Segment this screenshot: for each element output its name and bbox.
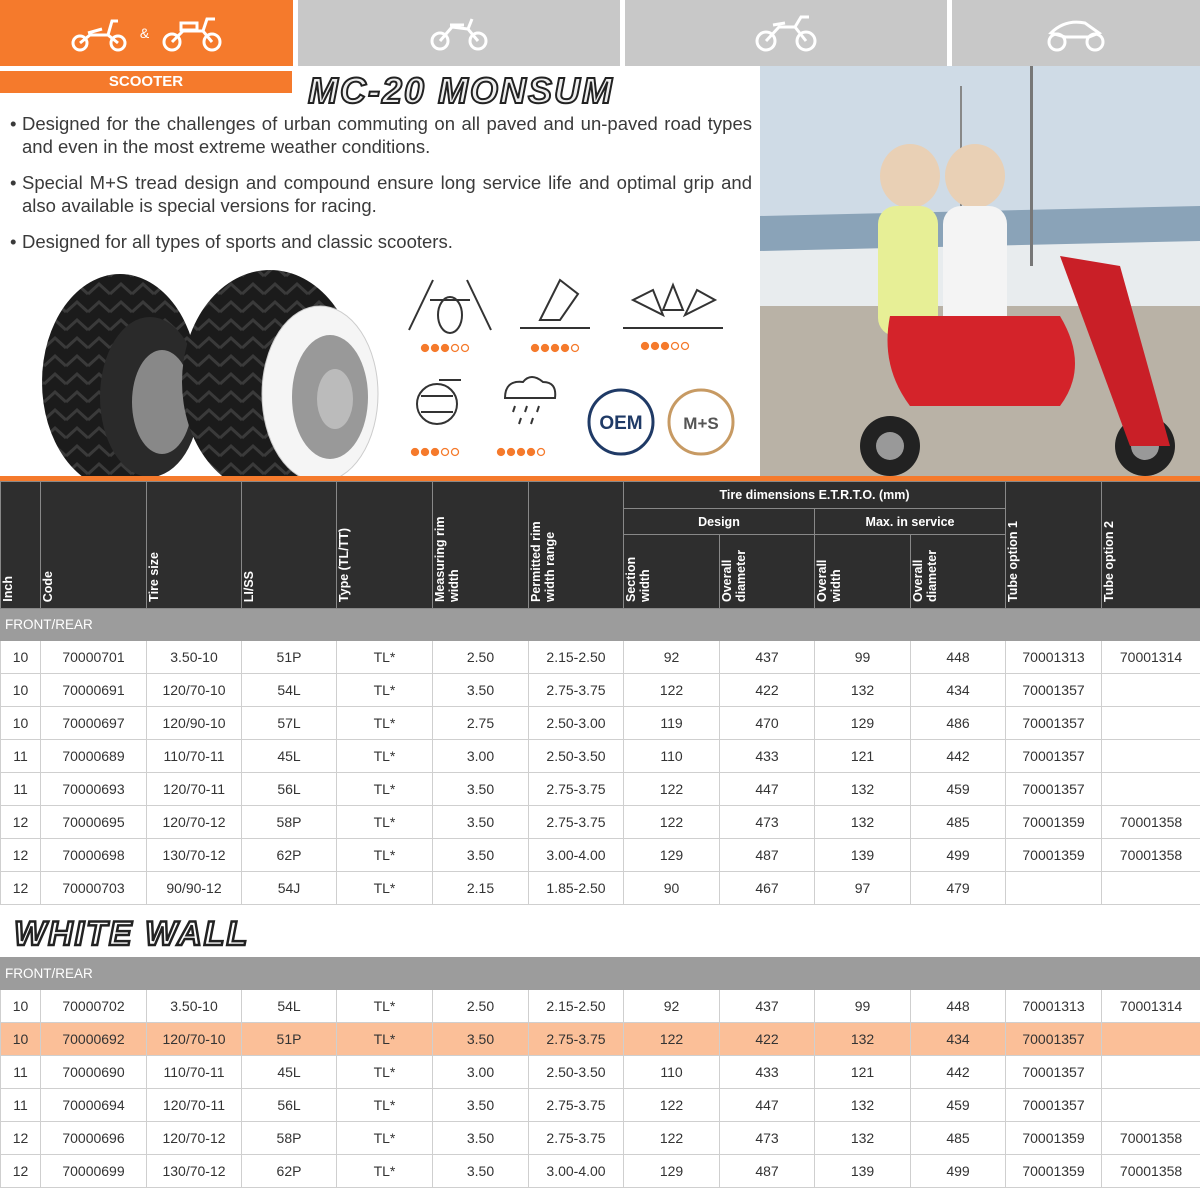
table-cell: 139 (815, 839, 911, 872)
table-cell: 442 (911, 740, 1006, 773)
table-cell: 70001357 (1006, 773, 1102, 806)
table-cell: 422 (720, 674, 815, 707)
col-header-label: Tube option 2 (1102, 520, 1117, 602)
rating-dot (412, 449, 419, 456)
table-cell: TL* (337, 707, 433, 740)
table-cell: 437 (720, 990, 815, 1023)
table-cell: 10 (1, 1023, 41, 1056)
table-cell: 70001358 (1102, 1155, 1200, 1188)
moped-icon (159, 13, 225, 53)
table-cell: 2.50-3.00 (529, 707, 624, 740)
table-cell: 3.50 (433, 773, 529, 806)
rating-dot (672, 343, 679, 350)
table-cell: TL* (337, 839, 433, 872)
feature-text: Special M+S tread design and compound ensure long service life and optimal grip and also available is special versions for racing. (22, 172, 752, 216)
table-cell: 70000702 (41, 990, 147, 1023)
table-cell: TL* (337, 674, 433, 707)
col-header (337, 482, 433, 609)
table-cell: 3.50 (433, 1089, 529, 1122)
rating-dot (432, 345, 439, 352)
rating-dot (528, 449, 535, 456)
table-cell: 3.50 (433, 674, 529, 707)
table-cell: 132 (815, 1023, 911, 1056)
tab-street[interactable] (625, 0, 952, 66)
table-cell: 122 (624, 1089, 720, 1122)
col-header (624, 535, 720, 609)
table-cell: 70001357 (1006, 674, 1102, 707)
rating-dot (542, 345, 549, 352)
col-header-label: Tube option 1 (1006, 520, 1021, 602)
table-cell: 10 (1, 707, 41, 740)
table-cell: 57L (242, 707, 337, 740)
table-cell: 433 (720, 1056, 815, 1089)
col-header-label: Tire size (147, 552, 161, 602)
table-cell: 70000691 (41, 674, 147, 707)
product-logo-text: MC-20 MONSUM (308, 70, 615, 110)
col-header-label: Permitted rim width range (529, 521, 557, 602)
table-cell: 70000699 (41, 1155, 147, 1188)
section-label: FRONT/REAR (1, 609, 1200, 641)
rating-dot (452, 345, 459, 352)
table-cell: 110/70-11 (147, 1056, 242, 1089)
table-cell: 58P (242, 806, 337, 839)
table-cell: TL* (337, 740, 433, 773)
table-cell: TL* (337, 773, 433, 806)
table-cell: 2.50-3.50 (529, 740, 624, 773)
table-cell: 11 (1, 773, 41, 806)
table-row[interactable] (1, 707, 1200, 740)
table-cell: 2.75 (433, 707, 529, 740)
table-cell: 120/70-10 (147, 1023, 242, 1056)
table-cell: 122 (624, 1023, 720, 1056)
table-cell: 486 (911, 707, 1006, 740)
table-row[interactable] (1, 872, 1200, 905)
table-cell: 433 (720, 740, 815, 773)
rating-dot (508, 449, 515, 456)
table-cell: 3.50 (433, 1122, 529, 1155)
table-cell: 485 (911, 1122, 1006, 1155)
white-wall-title (12, 912, 312, 954)
col-header (242, 482, 337, 609)
table-cell: 10 (1, 641, 41, 674)
table-cell: 2.15-2.50 (529, 641, 624, 674)
table-cell: 2.75-3.75 (529, 1122, 624, 1155)
spec-table-white-wall (0, 957, 1200, 1188)
table-cell: 70001314 (1102, 990, 1200, 1023)
table-cell: 3.50-10 (147, 641, 242, 674)
table-cell: 70000689 (41, 740, 147, 773)
table-cell: 3.00-4.00 (529, 1155, 624, 1188)
table-cell: 70001357 (1006, 1056, 1102, 1089)
table-cell: 2.75-3.75 (529, 806, 624, 839)
table-cell: 10 (1, 990, 41, 1023)
table-cell (1102, 872, 1200, 905)
table-cell: 447 (720, 1089, 815, 1122)
table-cell: 54L (242, 674, 337, 707)
table-cell: TL* (337, 872, 433, 905)
col-header (529, 482, 624, 609)
table-row[interactable] (1, 1155, 1200, 1188)
sport-bike-icon (1045, 13, 1107, 53)
table-cell: 3.00-4.00 (529, 839, 624, 872)
table-cell: 10 (1, 674, 41, 707)
table-cell: 132 (815, 674, 911, 707)
table-cell: 12 (1, 872, 41, 905)
table-cell: 3.50 (433, 1155, 529, 1188)
table-cell: 487 (720, 839, 815, 872)
table-cell: 70001359 (1006, 839, 1102, 872)
table-cell: 3.00 (433, 740, 529, 773)
feature-item: • Special M+S tread design and compound ensure long service life and optimal grip and also available is special versions for racing. (10, 172, 752, 216)
table-cell (1102, 674, 1200, 707)
table-cell: 448 (911, 990, 1006, 1023)
table-cell (1102, 1056, 1200, 1089)
street-bike-icon (753, 13, 819, 53)
table-cell: 121 (815, 740, 911, 773)
col-header-label: LI/SS (242, 570, 256, 602)
table-cell (1102, 740, 1200, 773)
oem-badge (589, 390, 653, 454)
table-cell: 422 (720, 1023, 815, 1056)
section-label: FRONT/REAR (1, 958, 1200, 990)
col-header (1102, 482, 1200, 609)
col-header-label: Section width (624, 556, 652, 602)
table-cell: TL* (337, 1023, 433, 1056)
table-row[interactable] (1, 1122, 1200, 1155)
table-cell: 130/70-12 (147, 1155, 242, 1188)
table-body-front-rear (1, 609, 1200, 905)
table-cell: 2.75-3.75 (529, 1023, 624, 1056)
white-wall-title-text: WHITE WALL (14, 915, 250, 953)
table-cell (1102, 707, 1200, 740)
table-row[interactable] (1, 1056, 1200, 1089)
col-header (1006, 482, 1102, 609)
table-cell: 473 (720, 1122, 815, 1155)
table-cell: 70000701 (41, 641, 147, 674)
col-header (815, 535, 911, 609)
table-cell: 12 (1, 839, 41, 872)
table-cell: 45L (242, 740, 337, 773)
feature-text: Designed for all types of sports and classic scooters. (22, 231, 453, 252)
table-cell: 70000703 (41, 872, 147, 905)
table-cell: 120/70-11 (147, 773, 242, 806)
table-cell: 3.50-10 (147, 990, 242, 1023)
table-row[interactable] (1, 839, 1200, 872)
table-cell: 120/90-10 (147, 707, 242, 740)
col-header-label: Overall diameter (720, 549, 748, 602)
col-header (147, 482, 242, 609)
table-cell: 70001358 (1102, 806, 1200, 839)
design-header: Design (624, 509, 815, 535)
table-cell: 139 (815, 1155, 911, 1188)
table-cell: 70000698 (41, 839, 147, 872)
table-cell: 473 (720, 806, 815, 839)
table-cell: 90 (624, 872, 720, 905)
table-cell: TL* (337, 1122, 433, 1155)
ampersand: & (139, 25, 150, 41)
table-cell: 121 (815, 1056, 911, 1089)
table-cell: 11 (1, 740, 41, 773)
table-cell: TL* (337, 1056, 433, 1089)
table-cell: 2.50 (433, 990, 529, 1023)
table-cell: 99 (815, 641, 911, 674)
table-cell: 3.50 (433, 1023, 529, 1056)
table-cell: 120/70-12 (147, 806, 242, 839)
table-cell: TL* (337, 1155, 433, 1188)
tab-sport[interactable] (952, 0, 1200, 66)
product-logo (304, 70, 644, 110)
table-cell: 2.50-3.50 (529, 1056, 624, 1089)
table-cell: TL* (337, 1089, 433, 1122)
table-cell: 70001357 (1006, 707, 1102, 740)
table-cell (1102, 1023, 1200, 1056)
feature-list (10, 112, 752, 266)
rating-dot (432, 449, 439, 456)
table-cell: 120/70-10 (147, 674, 242, 707)
table-cell: 122 (624, 1122, 720, 1155)
rating-dot (682, 343, 689, 350)
rating-dot (422, 345, 429, 352)
table-cell: 3.50 (433, 839, 529, 872)
table-cell: 2.75-3.75 (529, 773, 624, 806)
table-cell: 12 (1, 806, 41, 839)
table-row[interactable] (1, 1089, 1200, 1122)
table-cell: 70001313 (1006, 990, 1102, 1023)
table-row[interactable] (1, 674, 1200, 707)
table-row[interactable] (1, 806, 1200, 839)
stability-icon (623, 285, 723, 328)
table-cell: 132 (815, 806, 911, 839)
table-cell (1006, 872, 1102, 905)
table-cell: TL* (337, 990, 433, 1023)
table-cell: 70001357 (1006, 1089, 1102, 1122)
table-cell: 56L (242, 773, 337, 806)
table-cell: 470 (720, 707, 815, 740)
table-cell: 54L (242, 990, 337, 1023)
table-cell: 437 (720, 641, 815, 674)
col-header (720, 535, 815, 609)
col-header-label: Type (TL/TT) (337, 527, 351, 602)
rating-dot (462, 345, 469, 352)
rating-dot (538, 449, 545, 456)
table-cell: 70001359 (1006, 1155, 1102, 1188)
table-cell: 70000695 (41, 806, 147, 839)
table-cell: 58P (242, 1122, 337, 1155)
category-tabs (0, 0, 1200, 66)
category-label: SCOOTER (0, 71, 292, 93)
table-cell: 122 (624, 806, 720, 839)
table-body-white-wall (1, 958, 1200, 1188)
table-cell: 1.85-2.50 (529, 872, 624, 905)
rating-dot (498, 449, 505, 456)
motocross-bike-icon (428, 13, 490, 53)
table-row[interactable] (1, 1023, 1200, 1056)
oem-badge-text: OEM (599, 413, 643, 434)
spec-table (0, 481, 1200, 905)
rating-dot (642, 343, 649, 350)
table-cell: 51P (242, 1023, 337, 1056)
max-service-header: Max. in service (815, 509, 1006, 535)
rating-dot (552, 345, 559, 352)
rating-dot (572, 345, 579, 352)
rating-dot (518, 449, 525, 456)
mileage-icon (417, 380, 461, 424)
col-header-label: Code (41, 570, 55, 602)
table-row[interactable] (1, 990, 1200, 1023)
table-cell: 485 (911, 806, 1006, 839)
table-cell: 120/70-11 (147, 1089, 242, 1122)
tab-motocross[interactable] (298, 0, 625, 66)
col-header (911, 535, 1006, 609)
table-cell: 120/70-12 (147, 1122, 242, 1155)
ms-badge-text: M+S (683, 414, 719, 433)
table-cell (1102, 1089, 1200, 1122)
feature-item: • Designed for all types of sports and classic scooters. (10, 230, 752, 253)
table-cell: TL* (337, 806, 433, 839)
table-cell: 70000690 (41, 1056, 147, 1089)
table-cell: 97 (815, 872, 911, 905)
table-cell: 129 (624, 1155, 720, 1188)
table-cell: 62P (242, 839, 337, 872)
table-cell: 70001357 (1006, 1023, 1102, 1056)
table-cell: 3.00 (433, 1056, 529, 1089)
table-cell: 2.75-3.75 (529, 1089, 624, 1122)
rating-dot (452, 449, 459, 456)
table-row[interactable] (1, 740, 1200, 773)
rating-dot (442, 345, 449, 352)
table-cell: 129 (815, 707, 911, 740)
table-cell: 132 (815, 1122, 911, 1155)
table-cell: 448 (911, 641, 1006, 674)
group-header: Tire dimensions E.T.R.T.O. (mm) (624, 482, 1006, 509)
table-cell: 92 (624, 990, 720, 1023)
rating-dot (562, 345, 569, 352)
table-cell: 70000692 (41, 1023, 147, 1056)
table-cell (1102, 773, 1200, 806)
table-cell: 434 (911, 674, 1006, 707)
rating-dot (652, 343, 659, 350)
table-cell: 487 (720, 1155, 815, 1188)
table-cell: 479 (911, 872, 1006, 905)
scooter-photo (760, 66, 1200, 476)
table-cell: 130/70-12 (147, 839, 242, 872)
table-cell: 110 (624, 740, 720, 773)
table-cell: 12 (1, 1122, 41, 1155)
col-header-label: Overall width (815, 559, 843, 602)
table-cell: 3.50 (433, 806, 529, 839)
col-header-label: Inch (1, 576, 15, 602)
table-cell: 99 (815, 990, 911, 1023)
table-cell: 459 (911, 1089, 1006, 1122)
table-cell: 434 (911, 1023, 1006, 1056)
table-cell: 70001358 (1102, 1122, 1200, 1155)
col-header-label: Measuring rim width (433, 516, 461, 602)
table-cell: 132 (815, 773, 911, 806)
table-cell: 56L (242, 1089, 337, 1122)
black-tire (42, 274, 200, 476)
table-cell: 51P (242, 641, 337, 674)
rating-dot (442, 449, 449, 456)
table-cell: 2.50 (433, 641, 529, 674)
table-row[interactable] (1, 641, 1200, 674)
table-cell: 70000696 (41, 1122, 147, 1155)
table-cell: 442 (911, 1056, 1006, 1089)
table-cell: 70000693 (41, 773, 147, 806)
table-cell: 70001313 (1006, 641, 1102, 674)
table-cell: 2.75-3.75 (529, 674, 624, 707)
col-header-label: Overall diameter (911, 549, 939, 602)
cornering-icon (520, 280, 590, 328)
handling-icon (409, 280, 491, 333)
table-cell: 110/70-11 (147, 740, 242, 773)
table-cell: 11 (1, 1056, 41, 1089)
white-wall-tire (182, 270, 378, 476)
table-cell: 92 (624, 641, 720, 674)
table-cell: 499 (911, 839, 1006, 872)
table-cell: 70000694 (41, 1089, 147, 1122)
rating-icons (395, 262, 755, 476)
table-cell: 447 (720, 773, 815, 806)
table-cell: 129 (624, 839, 720, 872)
table-cell: TL* (337, 641, 433, 674)
table-cell: 70001357 (1006, 740, 1102, 773)
scooter-icon (68, 13, 130, 53)
table-cell: 119 (624, 707, 720, 740)
table-cell: 110 (624, 1056, 720, 1089)
feature-text: Designed for the challenges of urban commuting on all paved and un-paved road types and even in the most extreme weather conditions. (22, 113, 752, 157)
table-cell: 11 (1, 1089, 41, 1122)
table-cell: 459 (911, 773, 1006, 806)
table-cell: 70001359 (1006, 806, 1102, 839)
table-row[interactable] (1, 773, 1200, 806)
col-header (433, 482, 529, 609)
wet-grip-icon (505, 377, 555, 424)
table-cell: 12 (1, 1155, 41, 1188)
table-cell: 467 (720, 872, 815, 905)
table-cell: 70001358 (1102, 839, 1200, 872)
table-cell: 2.15-2.50 (529, 990, 624, 1023)
rating-dot (422, 449, 429, 456)
rating-dot (662, 343, 669, 350)
tab-scooter-moped[interactable] (0, 0, 298, 66)
table-cell: 70001359 (1006, 1122, 1102, 1155)
table-cell: 70001314 (1102, 641, 1200, 674)
table-cell: 122 (624, 674, 720, 707)
ms-badge (669, 390, 733, 454)
table-cell: 122 (624, 773, 720, 806)
table-cell: 45L (242, 1056, 337, 1089)
rating-dot (532, 345, 539, 352)
col-header (41, 482, 147, 609)
table-cell: 54J (242, 872, 337, 905)
table-cell: 499 (911, 1155, 1006, 1188)
table-cell: 70000697 (41, 707, 147, 740)
col-header (1, 482, 41, 609)
table-cell: 2.15 (433, 872, 529, 905)
feature-item: • Designed for the challenges of urban commuting on all paved and un-paved road types and even in the most extreme weather conditions. (10, 113, 752, 157)
table-cell: 62P (242, 1155, 337, 1188)
tire-images (0, 262, 390, 476)
table-cell: 90/90-12 (147, 872, 242, 905)
table-cell: 132 (815, 1089, 911, 1122)
